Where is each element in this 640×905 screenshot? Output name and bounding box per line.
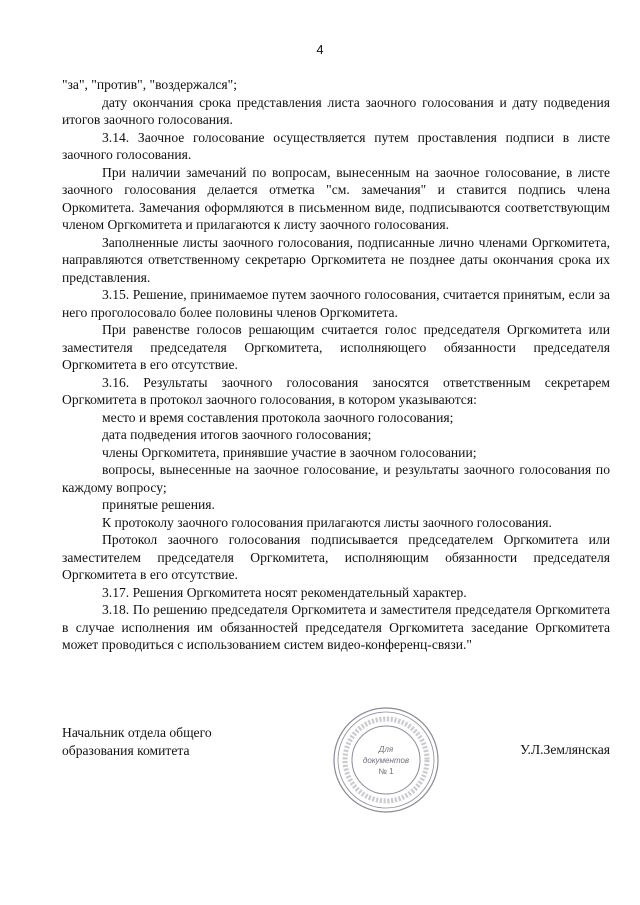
- list-item: принятые решения.: [102, 497, 215, 512]
- paragraph: 3.14. Заочное голосование осуществляется путем проставления подписи в листе заочного голосования.: [62, 129, 610, 162]
- paragraph: 3.15. Решение, принимаемое путем заочного голосования, считается принятым, если за него проголосовало более половины членов Оргкомитета.: [62, 287, 610, 320]
- list-item: дата подведения итогов заочного голосования;: [102, 427, 372, 442]
- paragraph: 3.18. По решению председателя Оргкомитета и заместителя председателя Оргкомитета в случае исполнения им обязанностей председателя Оргкомитета заседание Оргкомитета может проводиться с использованием систем видео-конференц-связи.": [62, 602, 610, 652]
- paragraph: При равенстве голосов решающим считается голос председателя Оргкомитета или заместителя председателя Оргкомитета, исполняющего обязанности председателя Оргкомитета в его отсутствие.: [62, 322, 610, 372]
- list-item: место и время составления протокола заочного голосования;: [102, 409, 454, 425]
- page-number: 4: [316, 42, 324, 57]
- paragraph: При наличии замечаний по вопросам, вынесенным на заочное голосование, в листе заочного голосования делается отметка "см. замечания" и ставится подпись члена Оркомитета. Замечания оформляются в письменном виде, подписываются соответствующим членом Оргкомитета и прилагаются к листу заочного голосования.: [62, 164, 610, 232]
- stamp-inner-text: № 1: [378, 767, 394, 776]
- paragraph: К протоколу заочного голосования прилагаются листы заочного голосования.: [102, 514, 552, 530]
- stamp-seal-icon: [330, 704, 442, 816]
- signatory-title: [62, 724, 212, 759]
- stamp-inner-text: Для: [378, 745, 394, 754]
- signatory-title-line: образования комитета: [62, 742, 190, 758]
- stamp-inner-text: документов: [362, 756, 410, 765]
- signatory-name: У.Л.Землянская: [520, 742, 610, 757]
- signature-block: [62, 724, 610, 824]
- paragraph: Заполненные листы заочного голосования, подписанные лично членами Оргкомитета, направляются ответственному секретарю Оргкомитета не позднее даты окончания срока их представления.: [62, 234, 610, 285]
- paragraph: "за", "против", "воздержался";: [62, 77, 237, 92]
- signatory-title-line: Начальник отдела общего: [62, 725, 212, 740]
- list-item: вопросы, вынесенные на заочное голосование, и результаты заочного голосования по каждому вопросу;: [62, 462, 610, 495]
- paragraph: 3.17. Решения Оргкомитета носят рекомендательный характер.: [102, 584, 467, 600]
- paragraph: Протокол заочного голосования подписывается председателем Оргкомитета или заместителем председателя Оргкомитета, исполняющим обязанности председателя Оргкомитета в его отсутствие.: [62, 532, 610, 582]
- document-body: [62, 76, 610, 654]
- list-item: члены Оргкомитета, принявшие участие в заочном голосовании;: [102, 444, 477, 460]
- paragraph: 3.16. Результаты заочного голосования заносятся ответственным секретарем Оргкомитета в протокол заочного голосования, в котором указываются:: [62, 374, 610, 407]
- paragraph: дату окончания срока представления листа заочного голосования и дату подведения итогов заочного голосования.: [62, 94, 610, 127]
